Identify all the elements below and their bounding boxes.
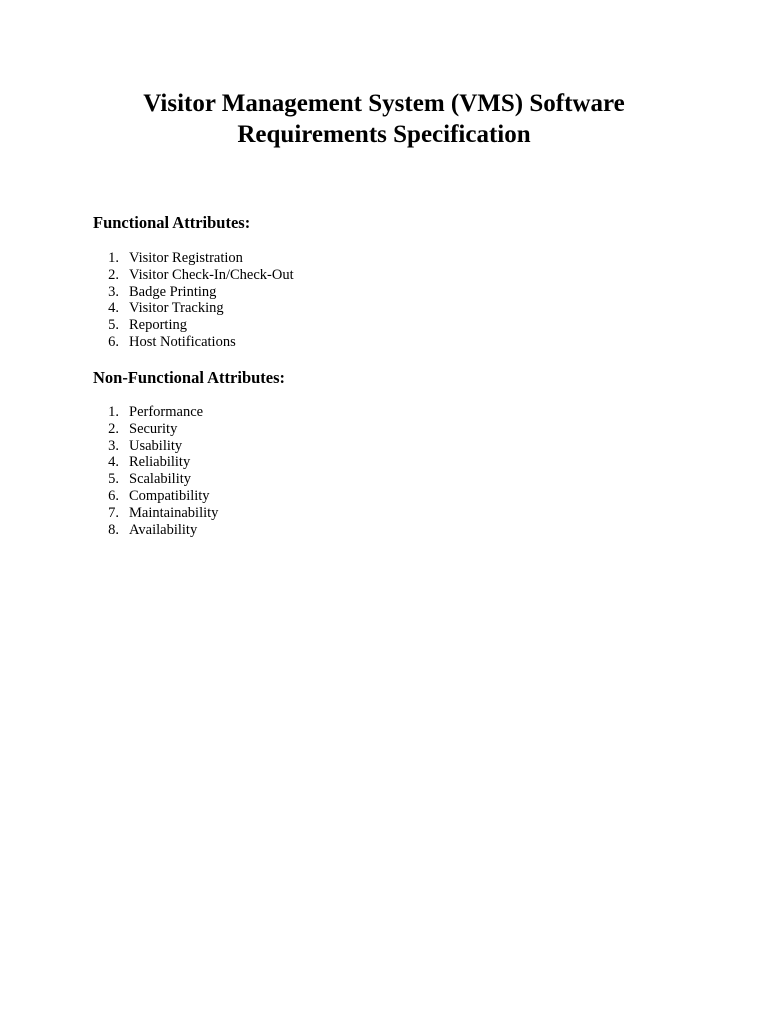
functional-item-3 bbox=[93, 284, 294, 301]
list-number: 1. bbox=[108, 404, 119, 420]
functional-attributes-heading: Functional Attributes: bbox=[93, 213, 251, 232]
document-title bbox=[60, 88, 708, 150]
non-functional-item-7 bbox=[93, 505, 218, 522]
functional-item-6 bbox=[93, 334, 294, 351]
list-item-label: Visitor Registration bbox=[129, 250, 243, 266]
list-item-label: Security bbox=[129, 420, 178, 437]
list-item-label: Reliability bbox=[129, 454, 191, 471]
non-functional-attributes-list bbox=[93, 404, 218, 538]
list-number: 6. bbox=[108, 333, 119, 350]
list-number: 4. bbox=[108, 454, 119, 471]
list-item-label: Availability bbox=[129, 521, 198, 538]
list-number: 3. bbox=[108, 437, 119, 454]
list-number: 5. bbox=[108, 317, 119, 334]
non-functional-item-1 bbox=[93, 404, 218, 421]
non-functional-item-8 bbox=[93, 522, 218, 539]
list-number: 4. bbox=[108, 300, 119, 317]
list-item-label: Visitor Check-In/Check-Out bbox=[129, 266, 294, 283]
non-functional-item-3 bbox=[93, 438, 218, 455]
list-number: 8. bbox=[108, 521, 119, 538]
functional-item-5 bbox=[93, 317, 294, 334]
list-item-label: Scalability bbox=[129, 471, 192, 488]
non-functional-item-2 bbox=[93, 421, 218, 438]
functional-item-2 bbox=[93, 267, 294, 284]
list-item-label: Reporting bbox=[129, 317, 187, 334]
non-functional-attributes-heading: Non-Functional Attributes: bbox=[93, 368, 286, 387]
list-item-label: Compatibility bbox=[129, 487, 210, 504]
list-item-label: Usability bbox=[129, 437, 183, 454]
list-number: 1. bbox=[108, 250, 119, 266]
list-item-label: Maintainability bbox=[129, 504, 219, 521]
list-item-label: Performance bbox=[129, 404, 204, 420]
list-item-label: Badge Printing bbox=[129, 283, 217, 300]
list-number: 7. bbox=[108, 504, 119, 521]
non-functional-item-5 bbox=[93, 471, 218, 488]
functional-attributes-list bbox=[93, 250, 294, 351]
functional-item-4 bbox=[93, 300, 294, 317]
list-number: 2. bbox=[108, 266, 119, 283]
non-functional-item-4 bbox=[93, 454, 218, 471]
document-title-line-2: Requirements Specification bbox=[237, 121, 531, 148]
list-number: 3. bbox=[108, 283, 119, 300]
list-number: 6. bbox=[108, 487, 119, 504]
list-item-label: Visitor Tracking bbox=[129, 300, 224, 317]
non-functional-item-6 bbox=[93, 488, 218, 505]
list-number: 2. bbox=[108, 420, 119, 437]
list-number: 5. bbox=[108, 471, 119, 488]
document-title-line-1: Visitor Management System (VMS) Software bbox=[143, 90, 625, 117]
list-item-label: Host Notifications bbox=[129, 333, 236, 350]
functional-item-1 bbox=[93, 250, 294, 267]
